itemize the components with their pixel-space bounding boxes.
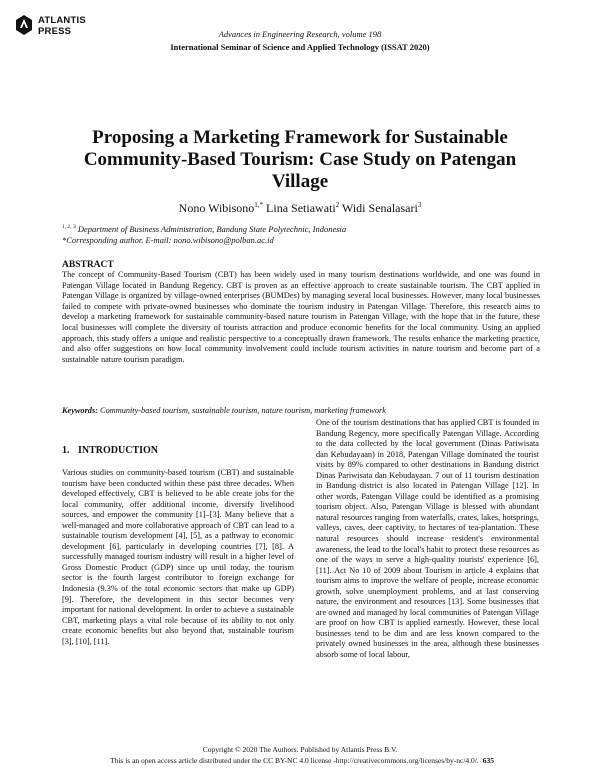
author: Nono Wibisono [178,201,255,215]
conference-name: International Seminar of Science and Applied Technology (ISSAT 2020) [170,42,430,52]
atlantis-logo-icon [14,14,34,36]
section-heading: 1. INTRODUCTION [62,445,159,456]
affiliation: $^{1, 2, 3}$ Department of Business Administration, Bandung State Polytechnic, Indonesia *Corresponding author. E-mail: nono.wibisono@polban.ac.id [62,223,347,245]
copyright-notice: Copyright © 2020 The Authors. Published by Atlantis Press B.V. [202,745,398,754]
abstract-heading: ABSTRACT [62,260,114,270]
body-left-column: Various studies on community-based tourism (CBT) and sustainable tourism have been conducted within these past three decades. When developed effectively, CBT is believed to be able create jobs for the local community, offer additional income, diversify livelihood sources, and empower the community [1]–[3]. Many believe that a well-managed and more collaborative approach of CBT can lead to a sustainable tourism development [4], [5], as a pathway to economic development [6], particularly in developing countries [7], [8]. A successfully managed tourism industry will result in a higher level of Gross Domestic Product (GDP) since up until today, the tourism sector is the fourth largest contributor to foreign exchange for Indonesia (9.3% of the total economic sectors that make up GDP) [9]. Therefore, the development in this sector becomes very important for national development. In order to achieve a sustainable CBT, marketing plays a vital role because of its ability to not only create economic benefits but also beyond that, sustainable tourism [3], [10], [11]. [62,468,294,646]
corresponding-author: *Corresponding author. E-mail: nono.wibisono@polban.ac.id [62,234,274,245]
license-notice: This is an open access article distributed under the CC BY-NC 4.0 license -http://creativecommons.org/licenses/by-nc/4.0/. 635 [110,756,494,765]
author: Lina Setiawati [266,201,336,215]
author: Widi Senalasari [342,201,418,215]
paper-title: Proposing a Marketing Framework for Sustainable Community-Based Tourism: Case Study on Patengan Village [83,127,517,192]
keywords-text: Community-based tourism, sustainable tourism, nature tourism, marketing framework [100,406,386,415]
keywords [62,406,540,415]
author-list: Nono Wibisono$^{1,*}$ Lina Setiawati$^2$ Widi Senalasari$^3$ [178,201,422,215]
journal-series: Advances in Engineering Research, volume 198 [218,29,382,39]
atlantis-press-logo [14,12,114,46]
body-right-column: One of the tourism destinations that has applied CBT is founded in Bandung Regency, more specifically Patengan Village. According to the data collected by the local government (Dinas Pariwisata dan Kebudayaan) in 2018, Patengan Village dominated the tourist visits by 89% compared to other destinations in Bandung district Dinas Pariwisata dan Kebudayaan. 7 out of 11 tourism destination in Bandung district is also located in Patengan Village [12]. In other words, Patengan Village could be identified as a promising tourism object. Also, Patengan Village is blessed with abundant natural resources ranging from waterfalls, crates, lakes, hotsprings, valleys, caves, deer captivity, to hectares of tea-plantation. These natural resources should increase resident's environmental awareness, the lead to the local's habit to protect these resources as one of the ways to serve a high-quality tourists' experience [6], [11]. Act No 10 of 2009 about Tourism in article 4 explains that tourism aims to improve the welfare of people, increase economic growth, solve unemployment problems, and at last conserving nature, the environment and resources [13]. Some businesses that are owned and managed by local communities of Patengan Village are proof on how CBT is applied earnestly. However, these local businesses tend to be dim and are less known compared to the privately owned businesses in the area, although these businesses absorb some of local labour, [316,418,539,660]
page-number: 635 [482,756,494,765]
keywords-label: Keywords: [62,406,98,415]
abstract-text: The concept of Community-Based Tourism (CBT) has been widely used in many tourism destinations worldwide, and one was found in Patengan Village located in Bandung Regency. CBT is proven as an effective approach to create sustainable tourism. The CBT applied in Patengan Village is organized by village-owned enterprises (BUMDes) by managing several local businesses. However, many local businesses failed to compete with private-owned businesses who dominate the tourism industry in Patengan Village. Therefore, this research aims to develop a marketing framework for sustainable community-based nature tourism in Patengan Village, with the hope that in the future, these local businesses will complete the diversity of tourists attraction and produce economic benefits for the local community. Using an applied approach, this study offers a unique and realistic perspective to a conceptually drawn framework. The results enhance the marketing practice, and also offer suggestions on how local community involvement could include tourism activities in nature tourism and become part of a sustainable nature tourism paradigm. [62,270,540,364]
logo-text: ATLANTIS PRESS [38,15,86,37]
